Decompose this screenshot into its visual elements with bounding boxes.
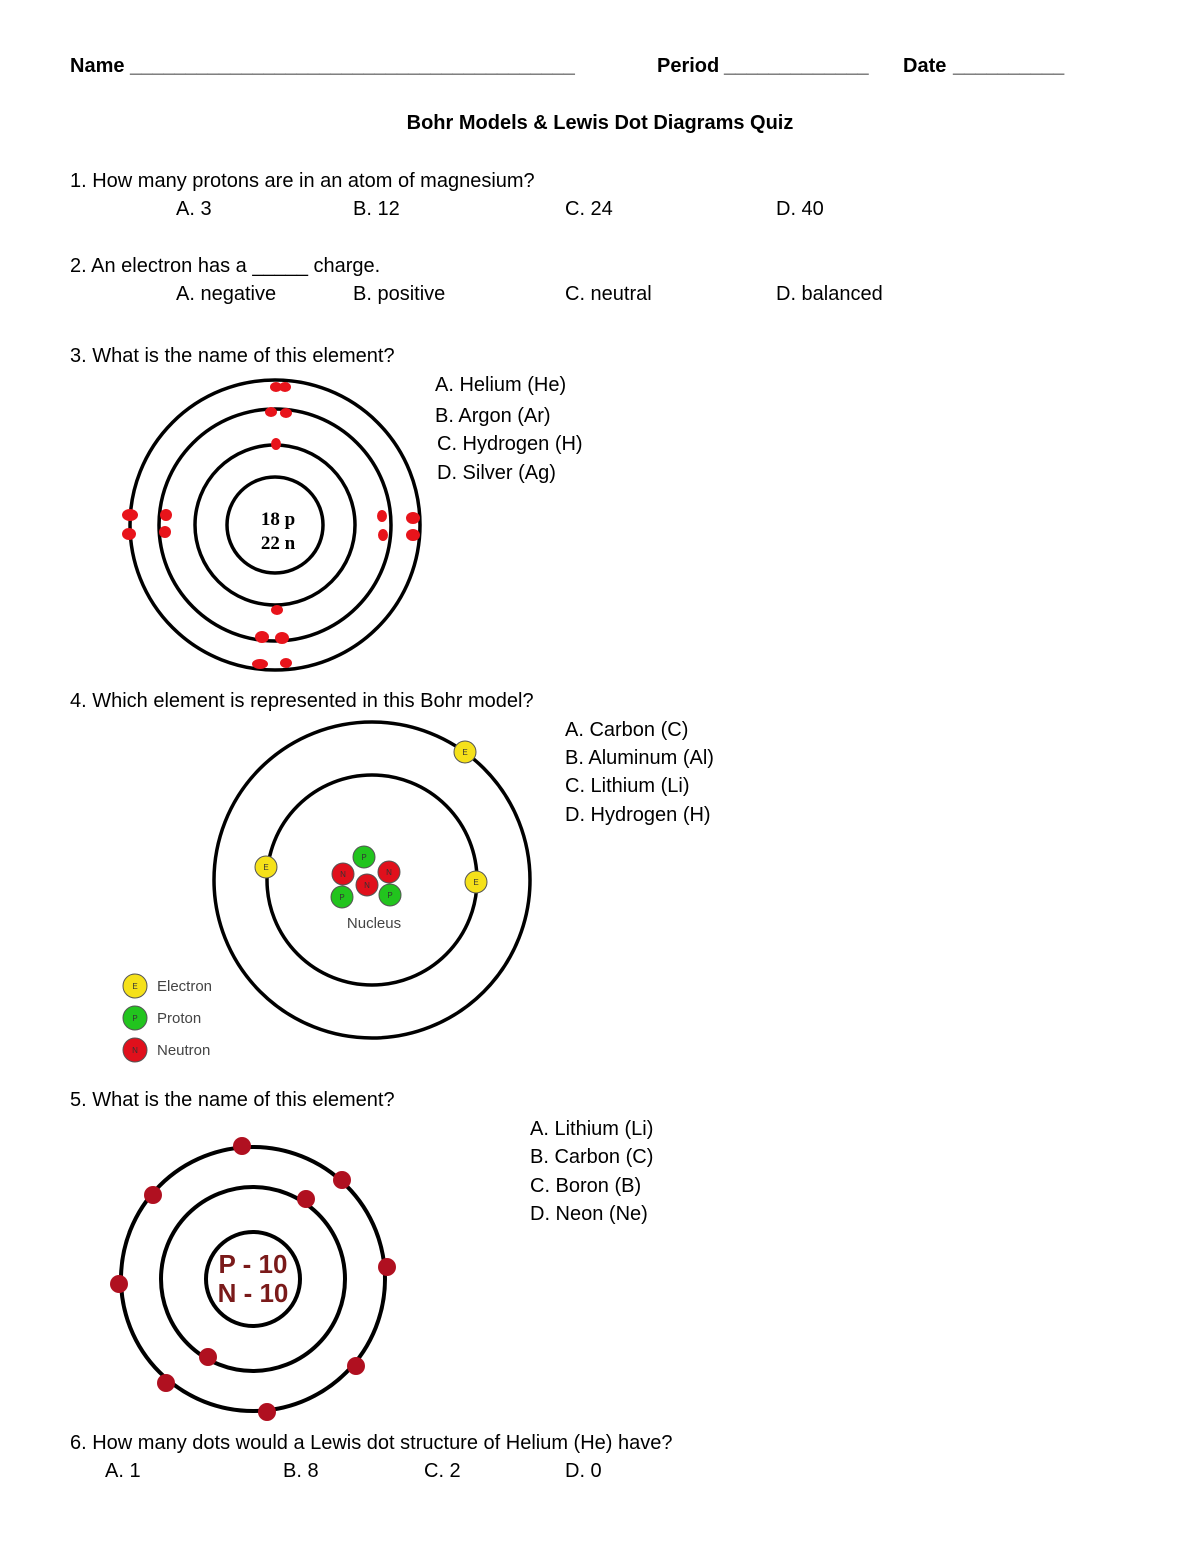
question-6-option-c[interactable]: C. 2 (424, 1460, 461, 1482)
electron (275, 632, 289, 644)
date-blank[interactable]: __________ (953, 55, 1065, 77)
nucleus-neutrons-text: N - 10 (217, 1278, 289, 1308)
electron (144, 1186, 162, 1204)
question-4-option-d[interactable]: D. Hydrogen (H) (565, 804, 711, 826)
electron (122, 509, 138, 521)
electron (333, 1171, 351, 1189)
electron (157, 1374, 175, 1392)
question-1-option-b[interactable]: B. 12 (353, 198, 400, 220)
electron (233, 1137, 251, 1155)
question-4-prompt: 4. Which element is represented in this Bohr model? (70, 690, 534, 712)
electron (252, 659, 268, 669)
question-3-option-a[interactable]: A. Helium (He) (435, 374, 567, 396)
electron (110, 1275, 128, 1293)
question-2-option-a[interactable]: A. negative (176, 283, 277, 305)
question-1-option-c[interactable]: C. 24 (565, 198, 613, 220)
question-6-prompt: 6. How many dots would a Lewis dot structure of Helium (He) have? (70, 1432, 673, 1454)
question-4-option-a[interactable]: A. Carbon (C) (565, 719, 689, 741)
neutron-symbol: N (364, 881, 370, 890)
electron (258, 1403, 276, 1421)
question-1-prompt: 1. How many protons are in an atom of magnesium? (70, 170, 535, 192)
electron-symbol: E (462, 748, 468, 757)
electron (265, 407, 277, 417)
question-6-option-d[interactable]: D. 0 (565, 1460, 602, 1482)
question-5-option-c[interactable]: C. Boron (B) (530, 1175, 642, 1197)
question-4-option-b[interactable]: B. Aluminum (Al) (565, 747, 714, 769)
question-4-option-c[interactable]: C. Lithium (Li) (565, 775, 690, 797)
neon-bohr-diagram (105, 1135, 405, 1425)
question-6-option-b[interactable]: B. 8 (283, 1460, 319, 1482)
period-blank[interactable]: _____________ (724, 55, 869, 77)
question-2-option-c[interactable]: C. neutral (565, 283, 652, 305)
electron (122, 528, 136, 540)
electron (271, 438, 281, 450)
question-5-option-b[interactable]: B. Carbon (C) (530, 1146, 654, 1168)
electron (347, 1357, 365, 1375)
electron (280, 658, 292, 668)
question-3-option-c[interactable]: C. Hydrogen (H) (437, 433, 583, 455)
name-label: Name (70, 55, 125, 77)
electron (279, 382, 291, 392)
question-3-option-d[interactable]: D. Silver (Ag) (437, 462, 556, 484)
question-5-option-a[interactable]: A. Lithium (Li) (530, 1118, 654, 1140)
electron (199, 1348, 217, 1366)
nucleus-label: Nucleus (346, 915, 402, 932)
question-3-option-b[interactable]: B. Argon (Ar) (435, 405, 551, 427)
proton-symbol: P (339, 893, 345, 902)
lithium-bohr-diagram (110, 720, 550, 1080)
neutron-symbol: N (386, 868, 392, 877)
question-6-option-a[interactable]: A. 1 (105, 1460, 141, 1482)
electron (378, 1258, 396, 1276)
electron (297, 1190, 315, 1208)
date-label: Date (903, 55, 947, 77)
proton-symbol: P (387, 891, 393, 900)
electron (160, 509, 172, 521)
nucleus-protons-text: P - 10 (218, 1249, 288, 1279)
nucleus-protons-text: 18 p (260, 509, 296, 530)
question-2-option-b[interactable]: B. positive (353, 283, 446, 305)
electron (406, 512, 420, 524)
question-3-prompt: 3. What is the name of this element? (70, 345, 395, 367)
nucleus-neutrons-text: 22 n (260, 533, 296, 554)
name-blank[interactable]: ________________________________________ (130, 55, 575, 77)
proton-symbol: P (361, 853, 367, 862)
legend-proton-label: Proton (157, 1010, 202, 1027)
question-1-option-d[interactable]: D. 40 (776, 198, 824, 220)
question-5-option-d[interactable]: D. Neon (Ne) (530, 1203, 648, 1225)
electron (280, 408, 292, 418)
legend-neutron-symbol: N (132, 1046, 138, 1055)
period-label: Period (657, 55, 720, 77)
electron (406, 529, 420, 541)
electron (255, 631, 269, 643)
neutron-symbol: N (340, 870, 346, 879)
electron (159, 526, 171, 538)
legend-neutron-label: Neutron (157, 1042, 211, 1059)
legend-electron-symbol: E (132, 982, 138, 991)
legend-proton-symbol: P (132, 1014, 138, 1023)
electron (271, 605, 283, 615)
electron-symbol: E (263, 863, 269, 872)
question-1-option-a[interactable]: A. 3 (176, 198, 212, 220)
electron (378, 529, 388, 541)
quiz-title: Bohr Models & Lewis Dot Diagrams Quiz (406, 112, 794, 134)
question-5-prompt: 5. What is the name of this element? (70, 1089, 395, 1111)
question-2-option-d[interactable]: D. balanced (776, 283, 883, 305)
question-2-prompt: 2. An electron has a _____ charge. (70, 255, 381, 277)
argon-bohr-diagram (115, 375, 435, 675)
electron-symbol: E (473, 878, 479, 887)
legend-electron-label: Electron (157, 978, 213, 995)
electron (377, 510, 387, 522)
